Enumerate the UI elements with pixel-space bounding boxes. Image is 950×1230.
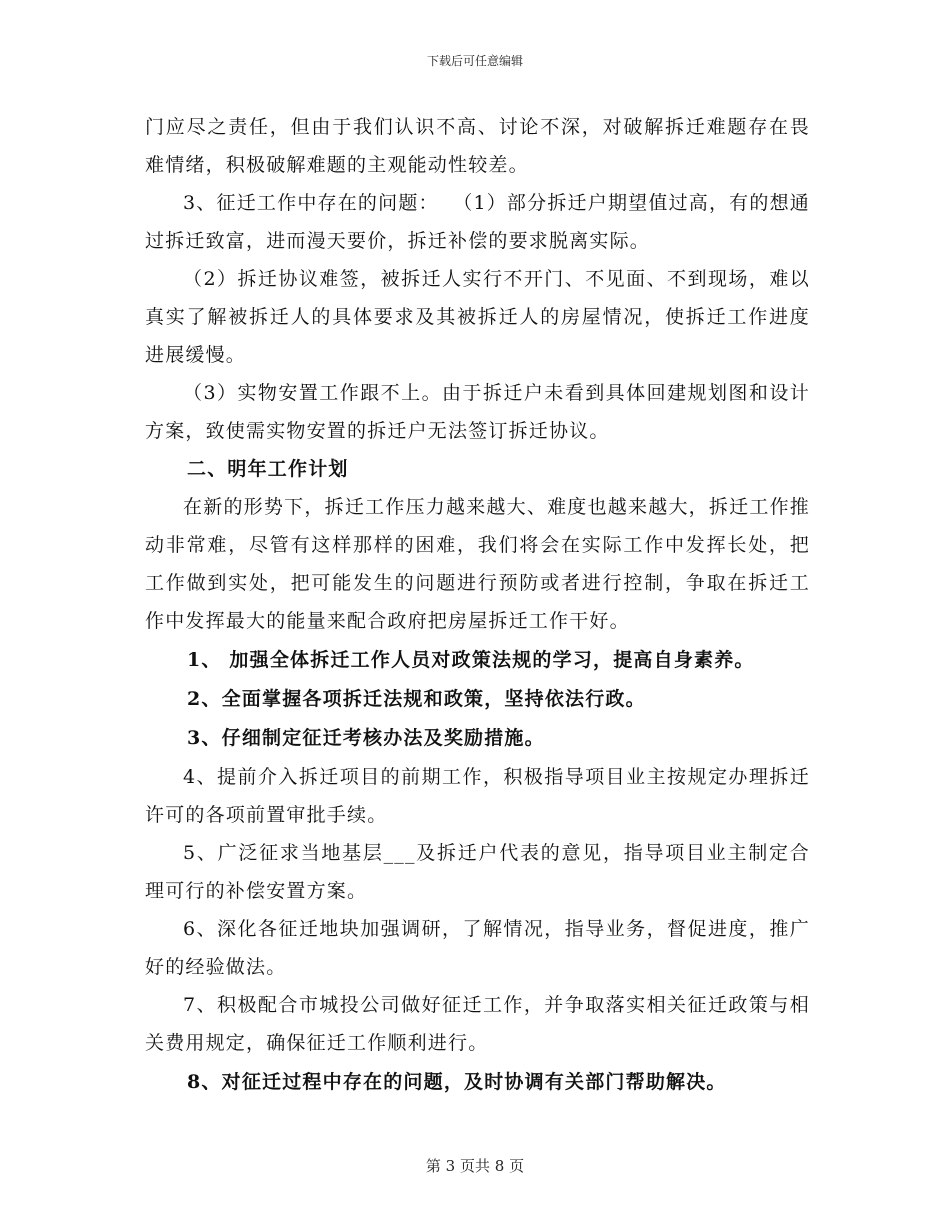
plan-item-2: 2、全面掌握各项拆迁法规和政策，坚持依法行政。 (187, 688, 646, 710)
plan-item-4: 4、提前介入拆迁项目的前期工作，积极指导项目业主按规定办理拆迁许可的各项前置审批手续。 (145, 766, 810, 826)
document-body (145, 108, 810, 1102)
page-footer: 第 3 页共 8 页 (425, 1157, 525, 1175)
page-header: 下载后可任意编辑 (426, 54, 523, 68)
plan-item-5: 5、广泛征求当地基层___及拆迁户代表的意见，指导项目业主制定合理可行的补偿安置方案。 (145, 842, 810, 902)
paragraph-continuation: 门应尽之责任，但由于我们认识不高、讨论不深，对破解拆迁难题存在畏难情绪，积极破解难题的主观能动性较差。 (145, 116, 810, 176)
section-heading-plan: 二、明年工作计划 (187, 458, 349, 480)
paragraph-issue-2: （2）拆迁协议难签，被拆迁人实行不开门、不见面、不到现场，难以真实了解被拆迁人的具体要求及其被拆迁人的房屋情况，使拆迁工作进度进展缓慢。 (145, 268, 810, 366)
paragraph-plan-intro: 在新的形势下，拆迁工作压力越来越大、难度也越来越大，拆迁工作推动非常难，尽管有这样那样的困难，我们将会在实际工作中发挥长处，把工作做到实处，把可能发生的问题进行预防或者进行控制，争取在拆迁工作中发挥最大的能量来配合政府把房屋拆迁工作干好。 (145, 496, 810, 632)
plan-item-3: 3、仔细制定征迁考核办法及奖励措施。 (187, 727, 545, 749)
plan-item-6: 6、深化各征迁地块加强调研，了解情况，指导业务，督促进度，推广好的经验做法。 (145, 918, 810, 978)
plan-item-7: 7、积极配合市城投公司做好征迁工作，并争取落实相关征迁政策与相关费用规定，确保征迁工作顺利进行。 (145, 994, 810, 1054)
plan-item-8: 8、对征迁过程中存在的问题，及时协调有关部门帮助解决。 (187, 1071, 727, 1093)
paragraph-issues-3: 3、征迁工作中存在的问题： （1）部分拆迁户期望值过高，有的想通过拆迁致富，进而漫天要价，拆迁补偿的要求脱离实际。 (145, 192, 810, 252)
plan-item-1: 1、 加强全体拆迁工作人员对政策法规的学习，提高自身素养。 (187, 649, 755, 671)
paragraph-issue-3: （3）实物安置工作跟不上。由于拆迁户未看到具体回建规划图和设计方案，致使需实物安置的拆迁户无法签订拆迁协议。 (145, 382, 810, 442)
